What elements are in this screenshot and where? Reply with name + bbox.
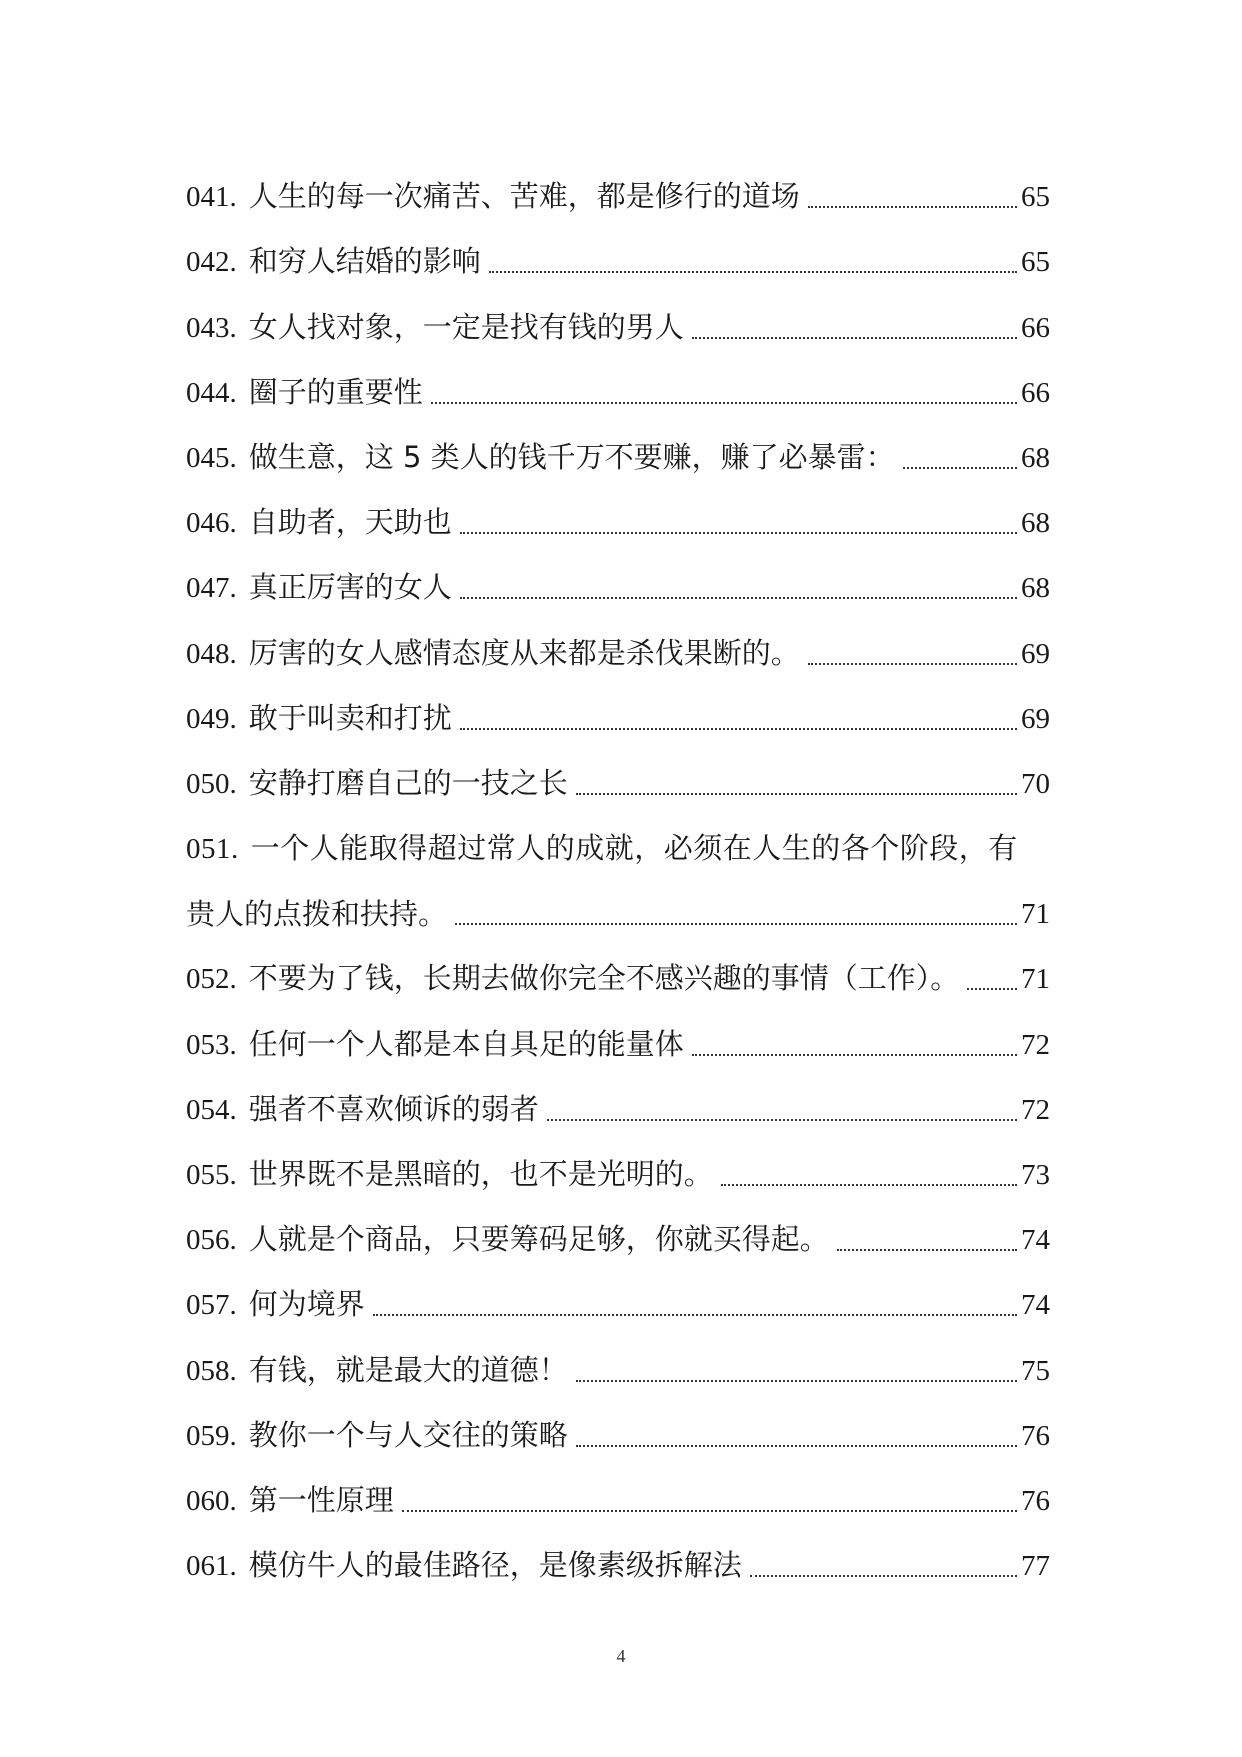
toc-entry-text: 强者不喜欢倾诉的弱者 bbox=[248, 1091, 539, 1126]
toc-entry-page: 68 bbox=[1021, 441, 1050, 474]
toc-entry-page: 75 bbox=[1021, 1354, 1050, 1387]
dot-leader bbox=[489, 271, 1017, 273]
toc-entry-text: 人生的每一次痛苦、苦难，都是修行的道场 bbox=[248, 179, 800, 214]
toc-entry-number: 046. bbox=[186, 507, 237, 540]
toc-entry[interactable] bbox=[186, 1391, 1050, 1456]
toc-entry-text: 和穷人结婚的影响 bbox=[248, 244, 481, 279]
toc-entry[interactable] bbox=[186, 1521, 1050, 1586]
toc-entry-title bbox=[186, 1415, 568, 1456]
toc-entry-number: 054. bbox=[186, 1093, 237, 1126]
toc-entry-title bbox=[186, 1545, 742, 1586]
dot-leader bbox=[431, 402, 1017, 404]
dot-leader bbox=[692, 337, 1017, 339]
dot-leader bbox=[808, 206, 1017, 208]
dot-leader bbox=[460, 728, 1017, 730]
toc-entry-number: 053. bbox=[186, 1028, 237, 1061]
toc-entry-title bbox=[186, 1219, 829, 1260]
toc-entry-page: 77 bbox=[1021, 1550, 1050, 1583]
toc-entry-number: 042. bbox=[186, 246, 237, 279]
toc-entry-text: 自助者，天助也 bbox=[248, 505, 452, 540]
toc-entry-page: 66 bbox=[1021, 311, 1050, 344]
toc-entry-page: 66 bbox=[1021, 376, 1050, 409]
dot-leader bbox=[455, 923, 1017, 925]
toc-entry-number: 058. bbox=[186, 1354, 237, 1387]
toc-entry-page: 65 bbox=[1021, 246, 1050, 279]
toc-entry-number: 047. bbox=[186, 572, 237, 605]
toc-entry[interactable] bbox=[186, 282, 1050, 347]
toc-entry-number: 052. bbox=[186, 963, 237, 996]
dot-leader bbox=[547, 1119, 1017, 1121]
toc-entry-page: 76 bbox=[1021, 1484, 1050, 1517]
toc-entry-number: 057. bbox=[186, 1289, 237, 1322]
toc-entry-title bbox=[186, 828, 1018, 869]
toc-entry-text: 安静打磨自己的一技之长 bbox=[248, 765, 568, 800]
dot-leader bbox=[837, 1249, 1017, 1251]
table-of-contents bbox=[186, 152, 1050, 1586]
toc-entry-title bbox=[186, 633, 800, 674]
toc-entry-page: 71 bbox=[1021, 963, 1050, 996]
toc-entry-title bbox=[186, 1154, 713, 1195]
dot-leader bbox=[576, 793, 1017, 795]
toc-entry-page: 70 bbox=[1021, 767, 1050, 800]
toc-entry-text: 厉害的女人感情态度从来都是杀伐果断的。 bbox=[248, 635, 800, 670]
toc-entry-text: 不要为了钱，长期去做你完全不感兴趣的事情（工作）。 bbox=[248, 961, 960, 996]
dot-leader bbox=[576, 1445, 1017, 1447]
toc-entry-title bbox=[186, 176, 800, 217]
toc-entry-title bbox=[186, 372, 423, 413]
toc-entry-text: 敢于叫卖和打扰 bbox=[248, 700, 452, 735]
dot-leader bbox=[750, 1575, 1017, 1577]
toc-entry-page: 74 bbox=[1021, 1224, 1050, 1257]
toc-entry-page: 69 bbox=[1021, 702, 1050, 735]
dot-leader bbox=[903, 467, 1017, 469]
toc-entry[interactable] bbox=[186, 739, 1050, 804]
toc-entry-title bbox=[186, 437, 895, 478]
toc-entry-page: 74 bbox=[1021, 1289, 1050, 1322]
toc-entry-number: 055. bbox=[186, 1159, 237, 1191]
dot-leader bbox=[460, 597, 1017, 599]
toc-entry[interactable] bbox=[186, 804, 1050, 869]
toc-entry-title bbox=[186, 698, 452, 739]
toc-entry-text: 教你一个与人交往的策略 bbox=[248, 1417, 568, 1452]
toc-entry-text: 一个人能取得超过常人的成就，必须在人生的各个阶段，有 bbox=[250, 831, 1018, 866]
toc-entry[interactable] bbox=[186, 608, 1050, 673]
toc-entry[interactable] bbox=[186, 674, 1050, 739]
toc-entry-number: 049. bbox=[186, 702, 237, 735]
toc-entry-title bbox=[186, 1284, 365, 1325]
toc-entry-text: 世界既不是黑暗的，也不是光明的。 bbox=[248, 1157, 713, 1191]
toc-entry-text: 模仿牛人的最佳路径，是像素级拆解法 bbox=[248, 1548, 742, 1583]
toc-entry-number: 045. bbox=[186, 441, 237, 474]
toc-entry-title bbox=[186, 567, 452, 608]
toc-entry-text-continued: 贵人的点拨和扶持。 bbox=[186, 897, 448, 932]
toc-entry[interactable] bbox=[186, 413, 1050, 478]
toc-entry-number: 044. bbox=[186, 376, 237, 409]
toc-entry-text: 第一性原理 bbox=[248, 1482, 394, 1517]
toc-entry-number: 059. bbox=[186, 1419, 237, 1452]
toc-entry-text: 何为境界 bbox=[248, 1287, 365, 1322]
toc-entry[interactable] bbox=[186, 152, 1050, 217]
toc-entry-number: 060. bbox=[186, 1484, 237, 1517]
toc-entry-text: 女人找对象，一定是找有钱的男人 bbox=[248, 309, 684, 344]
dot-leader bbox=[373, 1314, 1017, 1316]
toc-entry-title bbox=[186, 1350, 568, 1391]
dot-leader bbox=[808, 663, 1017, 665]
dot-leader bbox=[692, 1054, 1017, 1056]
toc-entry-number: 043. bbox=[186, 311, 237, 344]
dot-leader bbox=[721, 1184, 1017, 1186]
page-number: 4 bbox=[616, 1646, 626, 1666]
toc-entry-number: 056. bbox=[186, 1224, 237, 1257]
toc-entry-page: 69 bbox=[1021, 637, 1050, 670]
dot-leader bbox=[402, 1510, 1017, 1512]
toc-entry-page: 65 bbox=[1021, 181, 1050, 214]
toc-entry[interactable] bbox=[186, 478, 1050, 543]
toc-entry[interactable] bbox=[186, 217, 1050, 282]
toc-entry-number: 051. bbox=[186, 833, 239, 866]
toc-entry-text: 真正厉害的女人 bbox=[248, 570, 452, 605]
toc-entry-number: 048. bbox=[186, 637, 237, 670]
toc-entry-page: 68 bbox=[1021, 572, 1050, 605]
toc-entry-text: 圈子的重要性 bbox=[248, 374, 423, 409]
toc-entry[interactable] bbox=[186, 1325, 1050, 1390]
toc-entry-page: 68 bbox=[1021, 507, 1050, 540]
toc-entry-text: 人就是个商品，只要筹码足够，你就买得起。 bbox=[248, 1222, 829, 1257]
toc-entry-number: 061. bbox=[186, 1550, 237, 1583]
toc-entry-text: 任何一个人都是本自具足的能量体 bbox=[248, 1026, 684, 1061]
toc-entry[interactable] bbox=[186, 999, 1050, 1064]
toc-entry-number: 041. bbox=[186, 181, 237, 214]
toc-entry[interactable] bbox=[186, 543, 1050, 608]
toc-entry-title bbox=[186, 1089, 539, 1130]
toc-entry-title bbox=[186, 241, 481, 282]
toc-entry-title bbox=[186, 763, 568, 804]
toc-entry-title bbox=[186, 502, 452, 543]
toc-entry-continuation[interactable] bbox=[186, 869, 1050, 934]
dot-leader bbox=[967, 988, 1017, 990]
toc-entry-text: 做生意，这 5 类人的钱千万不要赚，赚了必暴雷： bbox=[248, 439, 895, 474]
toc-entry[interactable] bbox=[186, 1456, 1050, 1521]
toc-entry[interactable] bbox=[186, 348, 1050, 413]
toc-entry[interactable] bbox=[186, 1195, 1050, 1260]
toc-entry-title bbox=[186, 958, 959, 999]
toc-entry-page: 72 bbox=[1021, 1093, 1050, 1126]
toc-entry-title bbox=[186, 307, 684, 348]
toc-entry-title bbox=[186, 1024, 684, 1065]
dot-leader bbox=[576, 1380, 1017, 1382]
toc-entry[interactable] bbox=[186, 1065, 1050, 1130]
toc-entry-page: 73 bbox=[1021, 1159, 1050, 1191]
toc-entry-page: 76 bbox=[1021, 1419, 1050, 1452]
toc-entry-page: 72 bbox=[1021, 1028, 1050, 1061]
toc-entry[interactable] bbox=[186, 1260, 1050, 1325]
toc-entry[interactable] bbox=[186, 1130, 1050, 1195]
dot-leader bbox=[460, 532, 1017, 534]
toc-entry-text: 有钱，就是最大的道德！ bbox=[248, 1352, 568, 1387]
toc-entry[interactable] bbox=[186, 934, 1050, 999]
toc-entry-page: 71 bbox=[1021, 898, 1050, 931]
toc-entry-number: 050. bbox=[186, 767, 237, 800]
toc-entry-title bbox=[186, 1480, 394, 1521]
